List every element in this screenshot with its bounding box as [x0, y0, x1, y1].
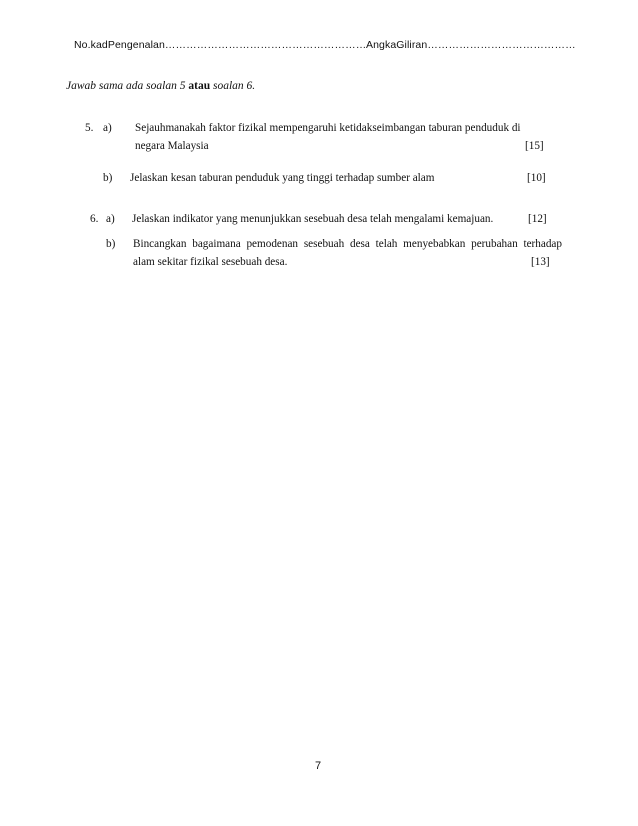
page-number: 7	[315, 760, 322, 772]
question-6b-text-line2: alam sekitar fizikal sesebuah desa.	[133, 256, 288, 268]
instruction	[66, 80, 255, 92]
instruction-suffix: soalan 6.	[210, 80, 256, 92]
question-6-number: 6.	[90, 213, 99, 225]
question-6a-text: Jelaskan indikator yang menunjukkan sesebuah desa telah mengalami kemajuan.	[132, 213, 494, 225]
turn-number-field-label: AngkaGiliran……………………………………	[366, 39, 576, 51]
question-6a-label: a)	[106, 213, 115, 225]
question-6a-marks: [12]	[528, 213, 547, 225]
question-5a-label: a)	[103, 122, 112, 134]
id-number-field-label: No.kadPengenalan…………………………………………………	[74, 39, 367, 51]
question-6b-marks: [13]	[531, 256, 550, 268]
question-6b-text-line1: Bincangkan bagaimana pemodenan sesebuah desa telah menyebabkan perubahan terhadap	[133, 238, 562, 250]
question-5b-label: b)	[103, 172, 113, 184]
question-5b-marks: [10]	[527, 172, 546, 184]
question-5a-text-line1: Sejauhmanakah faktor fizikal mempengaruhi ketidakseimbangan taburan penduduk di	[135, 122, 521, 134]
question-6b-label: b)	[106, 238, 116, 250]
question-5-number: 5.	[85, 122, 94, 134]
question-5a-text-line2: negara Malaysia	[135, 140, 209, 152]
instruction-prefix: Jawab sama ada soalan 5	[66, 80, 189, 92]
question-5a-marks: [15]	[525, 140, 544, 152]
instruction-bold-word: atau	[188, 80, 211, 92]
question-5b-text: Jelaskan kesan taburan penduduk yang tinggi terhadap sumber alam	[130, 172, 435, 184]
